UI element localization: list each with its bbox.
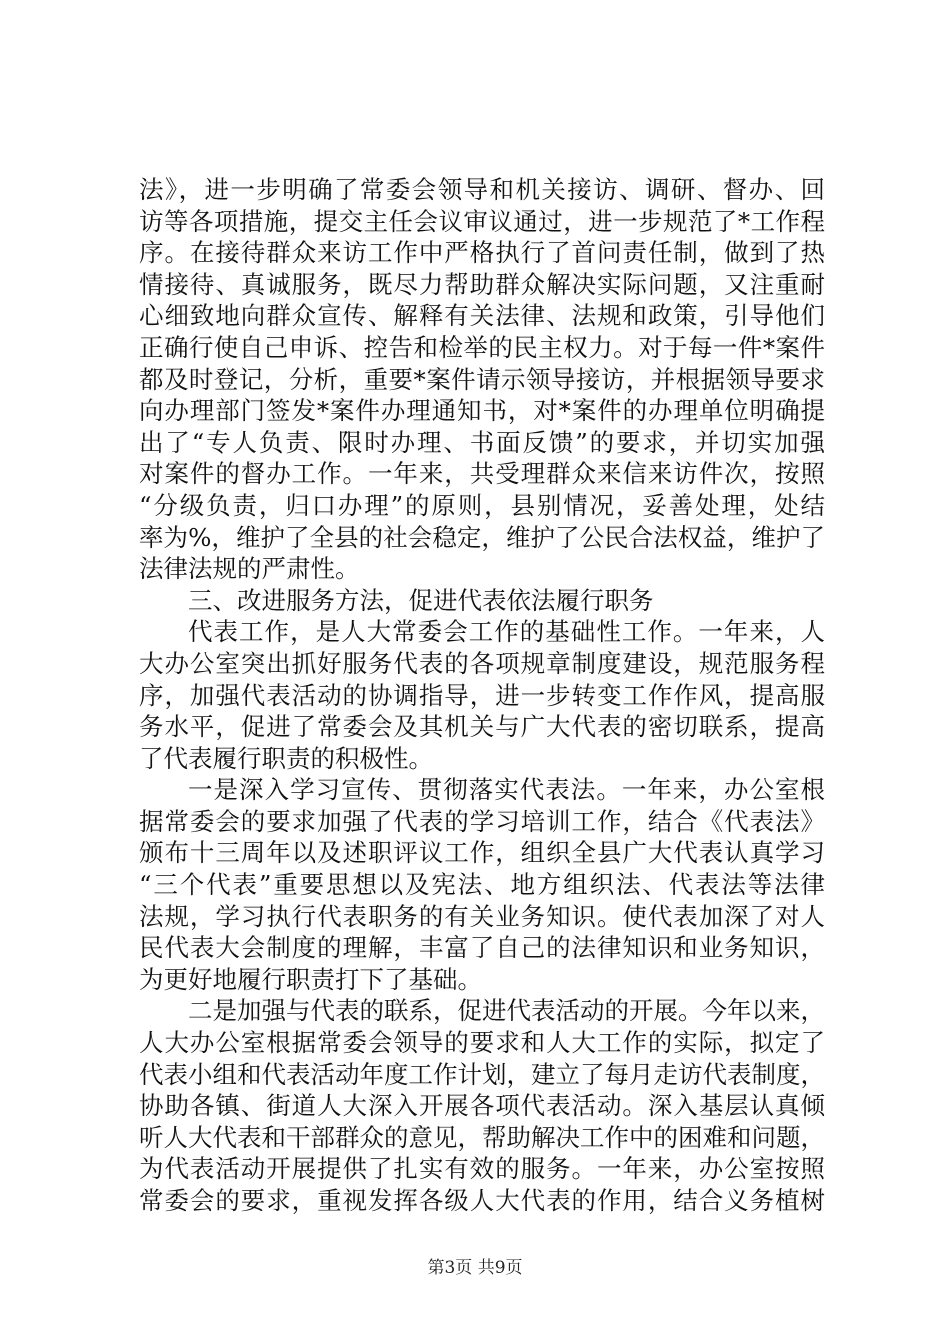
text-line: 序。在接待群众来访工作中严格执行了首问责任制，做到了热: [139, 238, 825, 268]
text-line: 法》，进一步明确了常委会领导和机关接访、调研、督办、回: [139, 175, 825, 204]
text-line: 法规，学习执行代表职务的有关业务知识。使代表加深了对人: [139, 901, 825, 931]
text-line: 代表工作，是人大常委会工作的基础性工作。一年来，人: [188, 617, 825, 647]
text-line: 为代表活动开展提供了扎实有效的服务。一年来，办公室按照: [139, 1154, 825, 1184]
text-line: 常委会的要求，重视发挥各级人大代表的作用，结合义务植树: [139, 1186, 825, 1215]
body-text: [139, 174, 825, 1217]
text-line: 出了“专人负责、限时办理、书面反馈”的要求，并切实加强: [139, 427, 825, 457]
text-line: 人大办公室根据常委会领导的要求和人大工作的实际，拟定了: [139, 1028, 825, 1058]
text-line: 协助各镇、街道人大深入开展各项代表活动。深入基层认真倾: [139, 1091, 825, 1121]
text-line: 情接待、真诚服务，既尽力帮助群众解决实际问题，又注重耐: [139, 269, 825, 299]
text-line: 二是加强与代表的联系，促进代表活动的开展。今年以来，: [188, 996, 825, 1026]
text-line: 务水平，促进了常委会及其机关与广大代表的密切联系，提高: [139, 712, 825, 742]
text-line: 访等各项措施，提交主任会议审议通过，进一步规范了*工作程: [139, 206, 825, 236]
text-line: 向办理部门签发*案件办理通知书，对*案件的办理单位明确提: [139, 396, 825, 426]
text-line: 代表小组和代表活动年度工作计划，建立了每月走访代表制度，: [139, 1059, 825, 1089]
text-line: 民代表大会制度的理解，丰富了自己的法律知识和业务知识，: [139, 933, 825, 963]
section-heading: 三、改进服务方法，促进代表依法履行职务: [188, 585, 654, 615]
text-line: 都及时登记，分析，重要*案件请示领导接访，并根据领导要求: [139, 364, 825, 394]
page-number-footer: 第3页 共9页: [427, 1258, 523, 1278]
text-line: 颁布十三周年以及述职评议工作，组织全县广大代表认真学习: [139, 838, 825, 868]
text-line: 法律法规的严肃性。: [139, 554, 360, 584]
text-line: 大办公室突出抓好服务代表的各项规章制度建设，规范服务程: [139, 648, 825, 678]
text-line: 序，加强代表活动的协调指导，进一步转变工作作风，提高服: [139, 680, 825, 710]
text-line: 一是深入学习宣传、贯彻落实代表法。一年来，办公室根: [188, 775, 825, 805]
text-line: 听人大代表和干部群众的意见，帮助解决工作中的困难和问题，: [139, 1122, 825, 1152]
text-line: 对案件的督办工作。一年来，共受理群众来信来访件次，按照: [139, 459, 825, 489]
text-line: “三个代表”重要思想以及宪法、地方组织法、代表法等法律: [139, 870, 825, 900]
text-line: 了代表履行职责的积极性。: [139, 743, 433, 773]
text-line: 率为%，维护了全县的社会稳定，维护了公民合法权益，维护了: [139, 522, 825, 552]
text-line: 心细致地向群众宣传、解释有关法律、法规和政策，引导他们: [139, 301, 825, 331]
text-line: 为更好地履行职责打下了基础。: [139, 964, 482, 994]
text-line: 据常委会的要求加强了代表的学习培训工作，结合《代表法》: [139, 806, 825, 836]
text-line: 正确行使自己申诉、控告和检举的民主权力。对于每一件*案件: [139, 332, 825, 362]
text-line: “分级负责，归口办理”的原则，县别情况，妥善处理，处结: [139, 490, 825, 520]
